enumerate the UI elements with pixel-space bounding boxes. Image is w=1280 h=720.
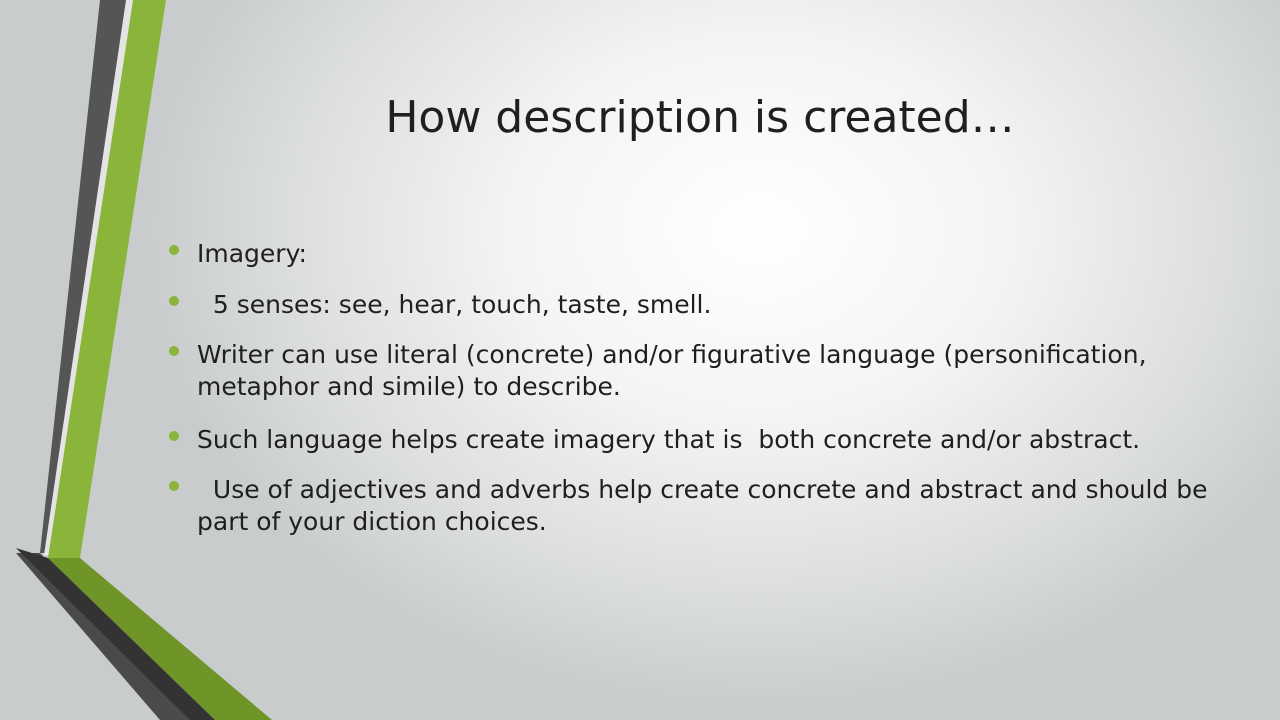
- bullet-dot-icon: [169, 346, 179, 356]
- dark-stripe-lower: [16, 548, 215, 720]
- bullet-text: Imagery:: [197, 239, 307, 268]
- list-item: [160, 238, 1220, 270]
- list-item: [160, 289, 1220, 321]
- list-item: [160, 339, 1220, 403]
- slide-title: How description is created…: [385, 92, 1015, 143]
- list-item: [160, 474, 1220, 538]
- bullet-text: Use of adjectives and adverbs help create concrete and abstract and should be part of your diction choices.: [197, 475, 1216, 536]
- bullet-text: Writer can use literal (concrete) and/or figurative language (personification, metaphor and simile) to describe.: [197, 340, 1147, 401]
- bullet-text: 5 senses: see, hear, touch, taste, smell.: [197, 290, 712, 319]
- list-item: [160, 424, 1220, 456]
- bullet-dot-icon: [169, 431, 179, 441]
- bullet-dot-icon: [169, 481, 179, 491]
- bullet-text: Such language helps create imagery that is both concrete and/or abstract.: [197, 425, 1141, 454]
- bullet-list: [160, 238, 1220, 552]
- bullet-dot-icon: [169, 245, 179, 255]
- bullet-dot-icon: [169, 296, 179, 306]
